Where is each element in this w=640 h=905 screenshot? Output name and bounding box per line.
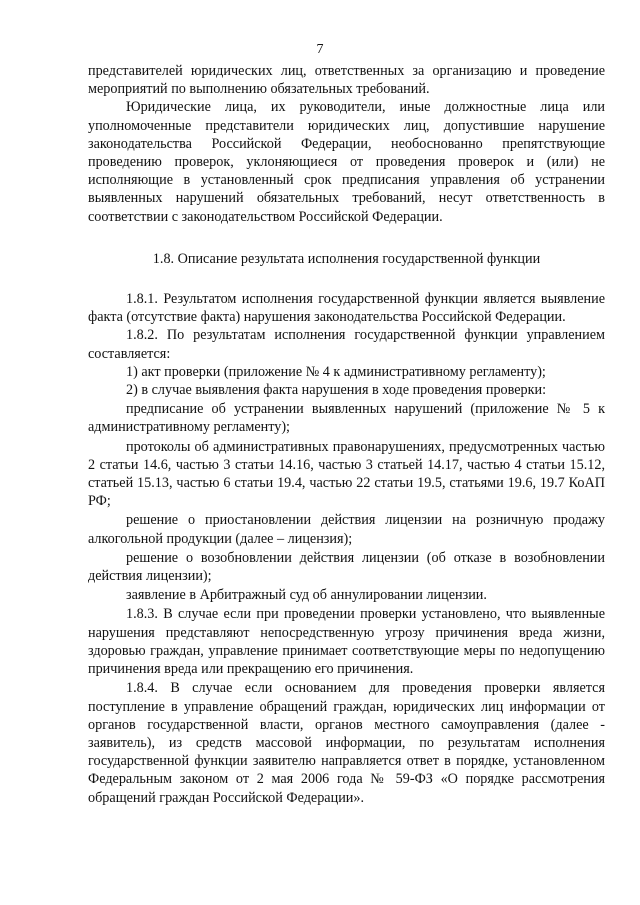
- paragraph-liability: Юридические лица, их руководители, иные должностные лица или уполномоченные представители юридических лиц, допустившие нарушение законодательства Российской Федерации, необоснованно препятствующие проведению проверок, уклоняющиеся от проведения проверок и (или) не исполняющие в установленный срок предписания управления об устранении выявленных нарушений обязательных требований, несут ответственность в соответствии с законодательством Российской Федерации.: [88, 99, 605, 225]
- section-heading: 1.8. Описание результата исполнения государственной функции: [152, 250, 541, 267]
- paragraph-continuation: представителей юридических лиц, ответственных за организацию и проведение мероприятий по выполнению обязательных требований.: [88, 63, 605, 98]
- list-item-suspension: решение о приостановлении действия лицензии на розничную продажу алкогольной продукции (далее – лицензия);: [88, 512, 605, 547]
- list-item-act: 1) акт проверки (приложение № 4 к административному регламенту);: [126, 363, 546, 380]
- list-item-prescription: предписание об устранении выявленных нарушений (приложение № 5 к административному регламенту);: [88, 401, 605, 436]
- list-item-violation: 2) в случае выявления факта нарушения в ходе проведения проверки:: [126, 382, 547, 399]
- list-item-annulment: заявление в Арбитражный суд об аннулировании лицензии.: [126, 587, 487, 604]
- list-item-renewal: решение о возобновлении действия лицензии (об отказе в возобновлении действия лицензии);: [88, 549, 605, 585]
- list-item-protocols: протоколы об административных правонарушениях, предусмотренных частью 2 статьи 14.6, частью 3 статьи 14.16, частью 3 статьей 14.17, частью 4 статьи 15.12, статьей 15.13, частью 6 статьи 19.4, частью 22 статьи 19.5, статьями 19.6, 19.7 КоАП РФ;: [88, 438, 605, 510]
- paragraph-1-8-1: 1.8.1. Результатом исполнения государственной функции является выявление факта (отсутствие факта) нарушения законодательства Российской Федерации.: [88, 291, 605, 326]
- paragraph-1-8-2: 1.8.2. По результатам исполнения государственной функции управлением составляется:: [88, 327, 605, 362]
- paragraph-1-8-3: 1.8.3. В случае если при проведении проверки установлено, что выявленные нарушения представляют непосредственную угрозу причинения вреда жизни, здоровью граждан, управление принимает соответствующие меры по недопущению причинения вреда или прекращению его причинения.: [88, 606, 605, 678]
- page-number: 7: [316, 42, 324, 57]
- paragraph-1-8-4: 1.8.4. В случае если основанием для проведения проверки является поступление в управление обращений граждан, юридических лиц информации от органов государственной власти, органов местного самоуправления (далее - заявитель), из средств массовой информации, по результатам исполнения государственной функции заявителю направляется ответ в порядке, установленном Федеральным законом от 2 мая 2006 года № 59-ФЗ «О порядке рассмотрения обращений граждан Российской Федерации».: [88, 680, 605, 806]
- document-body: [88, 62, 605, 807]
